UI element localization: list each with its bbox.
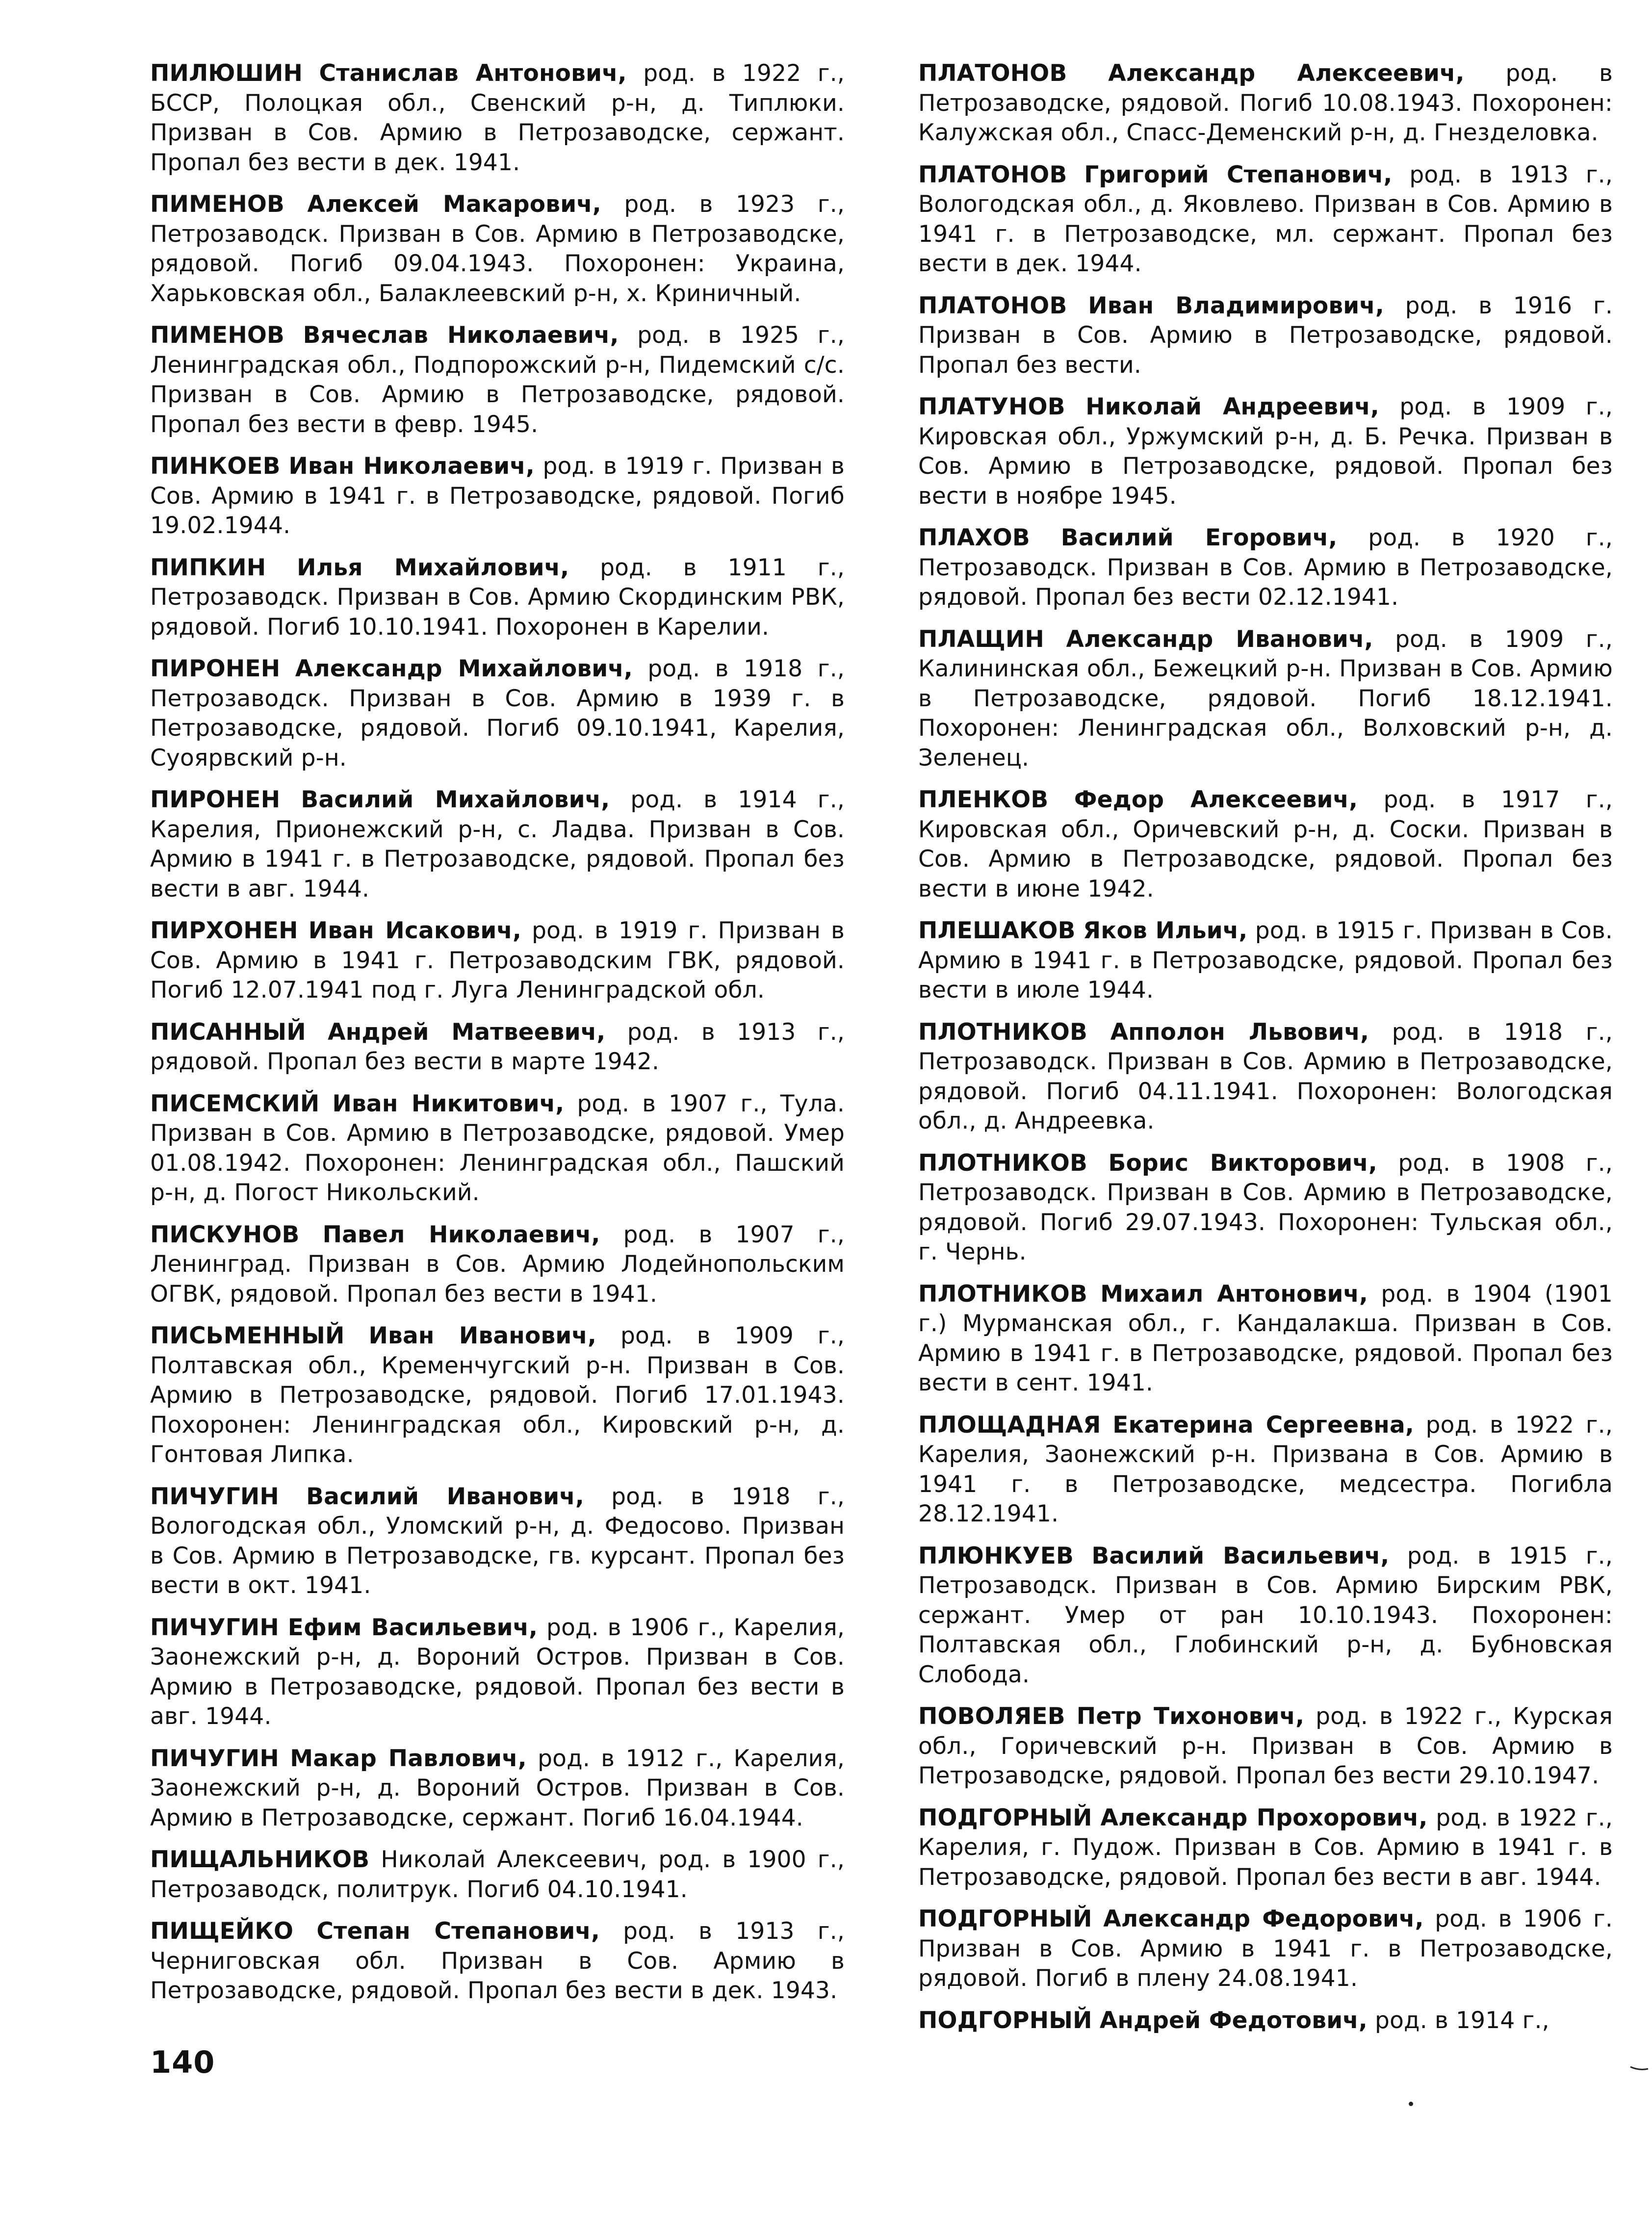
- entry-given-name: Павел Николаевич,: [322, 1221, 600, 1248]
- entry-text: род. в 1913 г., рядовой. Пропал без вести в марте 1942.: [150, 1018, 845, 1075]
- entry-text: род. в 1916 г. Призван в Сов. Армию в Петрозаводске, рядовой. Пропал без вести.: [918, 292, 1613, 379]
- entry-surname: ПЛАТОНОВ: [918, 292, 1067, 319]
- entry-text: род. в 1911 г., Петрозаводск. Призван в Сов. Армию Скординским РВК, рядовой. Погиб 10.10.1941. Похоронен в Карелии.: [150, 554, 845, 641]
- biography-entry: [918, 1411, 1613, 1529]
- biography-entry: [150, 1845, 845, 1904]
- entry-given-name: Вячеслав Николаевич,: [303, 322, 619, 349]
- entry-surname: ПЛОЩАДНАЯ: [918, 1411, 1101, 1439]
- biography-entry: [918, 625, 1613, 773]
- entry-surname: ПИМЕНОВ: [150, 322, 285, 349]
- speck-mark: [1409, 2102, 1413, 2106]
- entry-given-name: Александр Иванович,: [1066, 625, 1373, 653]
- entry-surname: ПИСАННЫЙ: [150, 1018, 306, 1046]
- entry-surname: ПЛАТОНОВ: [918, 60, 1067, 87]
- entry-text: род. в 1914 г., Карелия, Прионежский р-н, с. Ладва. Призван в Сов. Армию в 1941 г. в Петрозаводске, рядовой. Пропал без вести в авг. 1944.: [150, 786, 845, 902]
- entry-text: род. в 1919 г. Призван в Сов. Армию в 1941 г. Петрозаводским ГВК, рядовой. Погиб 12.07.1941 под г. Луга Ленинградской обл.: [150, 917, 845, 1004]
- entry-surname: ПОВОЛЯЕВ: [918, 1703, 1065, 1730]
- biography-entry: [150, 1018, 845, 1077]
- biography-entry: [150, 1321, 845, 1470]
- biography-entry: [918, 59, 1613, 148]
- entry-given-name: Екатерина Сергеевна,: [1112, 1411, 1414, 1439]
- biography-entry: [150, 59, 845, 178]
- biography-entry: [918, 291, 1613, 381]
- entry-surname: ПИРОНЕН: [150, 655, 281, 682]
- entry-text: род. в 1923 г., Петрозаводск. Призван в Сов. Армию в Петрозаводске, рядовой. Погиб 09.04.1943. Похоронен: Украина, Харьковская обл., Балаклеевский р-н, х. Криничный.: [150, 191, 845, 307]
- entry-text: род. в 1917 г., Кировская обл., Оричевский р-н, д. Соски. Призван в Сов. Армию в Петрозаводске, рядовой. Пропал без вести в июне 1942.: [918, 786, 1613, 902]
- left-column: [150, 59, 845, 2018]
- entry-text: род. в 1909 г., Полтавская обл., Кременчугский р-н. Призван в Сов. Армию в Петрозаводске, рядовой. Погиб 17.01.1943. Похоронен: Ленинградская обл., Кировский р-н, д. Гонтовая Липка.: [150, 1322, 845, 1468]
- entry-surname: ПИЩАЛЬНИКОВ: [150, 1846, 370, 1873]
- entry-given-name: Василий Михайлович,: [301, 786, 610, 813]
- biography-entry: [150, 1482, 845, 1601]
- biography-entry: [150, 1220, 845, 1310]
- entry-surname: ПОДГОРНЫЙ: [918, 2007, 1092, 2034]
- entry-text: род. в 1922 г., Карелия, Заонежский р-н. Призвана в Сов. Армию в 1941 г. в Петрозаводске, медсестра. Погибла 28.12.1941.: [918, 1411, 1613, 1527]
- entry-surname: ПИСЬМЕННЫЙ: [150, 1322, 345, 1349]
- right-column: [918, 59, 1613, 2048]
- entry-given-name: Василий Иванович,: [306, 1483, 584, 1510]
- biography-entry: [150, 654, 845, 773]
- entry-given-name: Александр Прохорович,: [1100, 1804, 1428, 1831]
- entry-surname: ПИПКИН: [150, 554, 266, 581]
- entry-given-name: Макар Павлович,: [290, 1745, 527, 1772]
- entry-text: род. в 1915 г. Призван в Сов. Армию в 1941 г. в Петрозаводске, рядовой. Пропал без вести в июле 1944.: [918, 917, 1613, 1004]
- entry-text: род. в 1920 г., Петрозаводск. Призван в Сов. Армию в Петрозаводске, рядовой. Пропал без вести 02.12.1941.: [918, 524, 1613, 611]
- entry-surname: ПЛЮНКУЕВ: [918, 1542, 1074, 1570]
- entry-given-name: Иван Исакович,: [308, 917, 522, 944]
- entry-given-name: Илья Михайлович,: [297, 554, 569, 581]
- biography-entry: [150, 1744, 845, 1833]
- entry-given-name: Станислав Антонович,: [319, 60, 627, 87]
- entry-given-name: Григорий Степанович,: [1084, 161, 1393, 188]
- entry-surname: ПИСКУНОВ: [150, 1221, 300, 1248]
- entry-text: род. в 1913 г., Черниговская обл. Призван в Сов. Армию в Петрозаводске, рядовой. Пропал без вести в дек. 1943.: [150, 1918, 845, 2004]
- entry-surname: ПОДГОРНЫЙ: [918, 1905, 1092, 1932]
- entry-text: род. в 1907 г., Ленинград. Призван в Сов. Армию Лодейнопольским ОГВК, рядовой. Пропал без вести в 1941.: [150, 1221, 845, 1308]
- margin-mark: [1629, 2066, 1649, 2072]
- entry-text: род. в 1914 г.,: [1367, 2007, 1549, 2034]
- entry-surname: ПИРХОНЕН: [150, 917, 298, 944]
- entry-surname: ПИЧУГИН: [150, 1483, 279, 1510]
- entry-given-name: Апполон Львович,: [1110, 1018, 1369, 1046]
- biography-entry: [150, 452, 845, 541]
- entry-text: Николай Алексеевич, род. в 1900 г., Петрозаводск, политрук. Погиб 04.10.1941.: [150, 1846, 845, 1903]
- entry-text: род. в 1907 г., Тула. Призван в Сов. Армию в Петрозаводске, рядовой. Умер 01.08.1942. Похоронен: Ленинградская обл., Пашский р-н, д. Погост Никольский.: [150, 1090, 845, 1206]
- entry-text: род. в 1918 г., Вологодская обл., Уломский р-н, д. Федосово. Призван в Сов. Армию в Петрозаводске, гв. курсант. Пропал без вести в окт. 1941.: [150, 1483, 845, 1599]
- entry-surname: ПЛАХОВ: [918, 524, 1030, 551]
- entry-given-name: Иван Никитович,: [332, 1090, 565, 1117]
- entry-text: род. в Петрозаводске, рядовой. Погиб 10.08.1943. Похоронен: Калужская обл., Спасс-Деменский р-н, д. Гнезделовка.: [918, 60, 1613, 146]
- entry-text: род. в 1922 г., БССР, Полоцкая обл., Свенский р-н, д. Типлюки. Призван в Сов. Армию в Петрозаводске, сержант. Пропал без вести в дек. 1941.: [150, 60, 845, 176]
- entry-text: род. в 1918 г., Петрозаводск. Призван в Сов. Армию в Петрозаводске, рядовой. Погиб 04.11.1941. Похоронен: Вологодская обл., д. Андреевка.: [918, 1018, 1613, 1134]
- entry-text: род. в 1915 г., Петрозаводск. Призван в Сов. Армию Бирским РВК, сержант. Умер от ран 10.10.1943. Похоронен: Полтавская обл., Глобинский р-н, д. Бубновская Слобода.: [918, 1542, 1613, 1688]
- entry-given-name: Александр Федорович,: [1103, 1905, 1424, 1932]
- entry-surname: ПОДГОРНЫЙ: [918, 1804, 1092, 1831]
- biography-entry: [918, 1280, 1613, 1398]
- entry-given-name: Михаил Антонович,: [1100, 1280, 1368, 1308]
- entry-surname: ПЛЕШАКОВ: [918, 917, 1076, 944]
- biography-entry: [918, 160, 1613, 279]
- biography-entry: [150, 321, 845, 439]
- entry-given-name: Степан Степанович,: [316, 1918, 600, 1945]
- entry-given-name: Василий Васильевич,: [1091, 1542, 1390, 1570]
- biography-entry: [150, 1613, 845, 1732]
- entry-text: род. в 1922 г., Курская обл., Горичевский р-н. Призван в Сов. Армию в Петрозаводске, рядовой. Пропал без вести 29.10.1947.: [918, 1703, 1613, 1789]
- entry-surname: ПИЧУГИН: [150, 1745, 279, 1772]
- entry-surname: ПЛЕНКОВ: [918, 786, 1049, 813]
- entry-given-name: Иван Николаевич,: [288, 453, 535, 480]
- biography-entry: [150, 1917, 845, 2006]
- biography-entry: [918, 916, 1613, 1005]
- entry-surname: ПЛАТОНОВ: [918, 161, 1067, 188]
- entry-text: род. в 1925 г., Ленинградская обл., Подпорожский р-н, Пидемский с/с. Призван в Сов. Армию в Петрозаводске, рядовой. Пропал без вести в февр. 1945.: [150, 322, 845, 438]
- entry-surname: ПЛАЩИН: [918, 625, 1044, 653]
- biography-entry: [918, 1149, 1613, 1267]
- entry-given-name: Федор Алексеевич,: [1074, 786, 1358, 813]
- entry-given-name: Александр Михайлович,: [295, 655, 633, 682]
- entry-text: род. в 1919 г. Призван в Сов. Армию в 1941 г. в Петрозаводске, рядовой. Погиб 19.02.1944.: [150, 453, 845, 539]
- entry-given-name: Алексей Макарович,: [307, 191, 601, 218]
- entry-text: род. в 1913 г., Вологодская обл., д. Яковлево. Призван в Сов. Армию в 1941 г. в Петрозаводске, мл. сержант. Пропал без вести в дек. 1944.: [918, 161, 1613, 277]
- entry-given-name: Петр Тихонович,: [1076, 1703, 1305, 1730]
- biography-entry: [918, 1803, 1613, 1893]
- entry-text: род. в 1904 (1901 г.) Мурманская обл., г. Кандалакша. Призван в Сов. Армию в 1941 г. в Петрозаводске, рядовой. Пропал без вести в сент. 1941.: [918, 1280, 1613, 1396]
- biography-entry: [918, 523, 1613, 613]
- entry-surname: ПЛАТУНОВ: [918, 393, 1065, 420]
- entry-surname: ПИСЕМСКИЙ: [150, 1090, 320, 1117]
- entry-given-name: Ефим Васильевич,: [287, 1614, 538, 1641]
- entry-surname: ПЛОТНИКОВ: [918, 1149, 1088, 1177]
- entry-surname: ПЛОТНИКОВ: [918, 1018, 1088, 1046]
- entry-given-name: Борис Викторович,: [1108, 1149, 1377, 1177]
- entry-surname: ПЛОТНИКОВ: [918, 1280, 1088, 1308]
- entry-text: род. в 1909 г., Кировская обл., Уржумский р-н, д. Б. Речка. Призван в Сов. Армию в Петрозаводске, рядовой. Пропал без вести в ноябре 1945.: [918, 393, 1613, 510]
- entry-given-name: Иван Владимирович,: [1088, 292, 1384, 319]
- entry-text: род. в 1906 г. Призван в Сов. Армию в 1941 г. в Петрозаводске, рядовой. Погиб в плену 24.08.1941.: [918, 1905, 1613, 1992]
- entry-given-name: Андрей Федотович,: [1099, 2007, 1368, 2034]
- entry-surname: ПИЩЕЙКО: [150, 1918, 294, 1945]
- entry-given-name: Андрей Матвеевич,: [328, 1018, 606, 1046]
- biography-entry: [150, 553, 845, 643]
- entry-surname: ПИМЕНОВ: [150, 191, 285, 218]
- entry-text: род. в 1918 г., Петрозаводск. Призван в Сов. Армию в 1939 г. в Петрозаводске, рядовой. Погиб 09.10.1941, Карелия, Суоярвский р-н.: [150, 655, 845, 772]
- entry-given-name: Александр Алексеевич,: [1108, 60, 1465, 87]
- biography-entry: [150, 1089, 845, 1208]
- biography-entry: [918, 1018, 1613, 1136]
- biography-entry: [918, 2006, 1613, 2036]
- entry-surname: ПИНКОЕВ: [150, 453, 281, 480]
- entry-text: род. в 1908 г., Петрозаводск. Призван в Сов. Армию в Петрозаводске, рядовой. Погиб 29.07.1943. Похоронен: Тульская обл., г. Чернь.: [918, 1149, 1613, 1265]
- entry-given-name: Василий Егорович,: [1060, 524, 1338, 551]
- entry-surname: ПИЧУГИН: [150, 1614, 279, 1641]
- biography-entry: [918, 785, 1613, 904]
- biography-entry: [918, 1542, 1613, 1690]
- page-number: 140: [150, 2044, 215, 2080]
- biography-entry: [918, 1702, 1613, 1791]
- entry-given-name: Иван Иванович,: [368, 1322, 597, 1349]
- entry-text: род. в 1906 г., Карелия, Заонежский р-н, д. Вороний Остров. Призван в Сов. Армию в Петрозаводске, рядовой. Пропал без вести в авг. 1944.: [150, 1614, 845, 1730]
- entry-text: род. в 1909 г., Калининская обл., Бежецкий р-н. Призван в Сов. Армию в Петрозаводске, рядовой. Погиб 18.12.1941. Похоронен: Ленинградская обл., Волховский р-н, д. Зеленец.: [918, 625, 1613, 772]
- biography-entry: [150, 916, 845, 1005]
- entry-surname: ПИРОНЕН: [150, 786, 281, 813]
- biography-entry: [918, 392, 1613, 511]
- biography-entry: [150, 785, 845, 904]
- biography-entry: [150, 190, 845, 309]
- entry-surname: ПИЛЮШИН: [150, 60, 303, 87]
- entry-text: род. в 1922 г., Карелия, г. Пудож. Призван в Сов. Армию в 1941 г. в Петрозаводске, рядовой. Пропал без вести в авг. 1944.: [918, 1804, 1613, 1891]
- biography-entry: [918, 1904, 1613, 1994]
- entry-given-name: Яков Ильич,: [1083, 917, 1248, 944]
- entry-text: род. в 1912 г., Карелия, Заонежский р-н, д. Вороний Остров. Призван в Сов. Армию в Петрозаводске, сержант. Погиб 16.04.1944.: [150, 1745, 845, 1831]
- entry-given-name: Николай Андреевич,: [1085, 393, 1379, 420]
